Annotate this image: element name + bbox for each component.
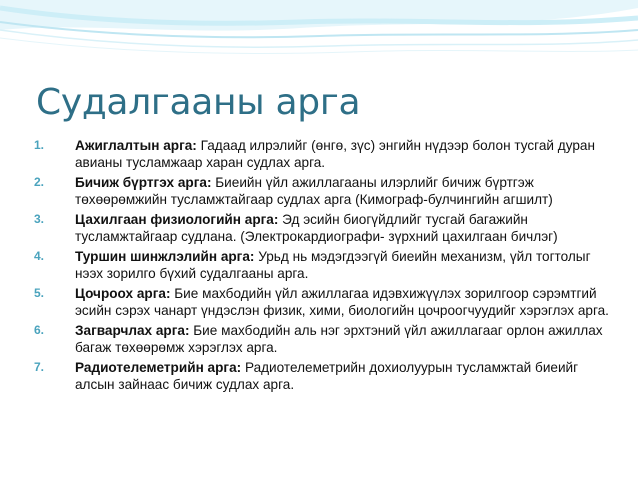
- item-description: Бие махбодийн үйл ажиллагаа идэвхижүүлэх зорилгоор сэрэмтгий эсийн сэрэх чанарт үндэслэн физик, хими, биологийн цочроогчуудийг хэрэглэх арга.: [75, 286, 609, 318]
- item-description: Гадаад илрэлийг (өнгө, зүс) энгийн нүдээр болон тусгай дуран авианы тусламжаар харан судлах арга.: [75, 138, 595, 170]
- item-term: Цахилгаан физиологийн арга:: [75, 212, 279, 227]
- item-term: Туршин шинжлэлийн арга:: [75, 249, 255, 264]
- item-text: [75, 322, 614, 356]
- item-number: 6.: [34, 323, 45, 337]
- item-text: [75, 174, 614, 208]
- item-number: 3.: [34, 212, 45, 226]
- item-description: Биеийн үйл ажиллагааны илэрлийг бичиж бүртгэж төхөөрөмжийн тусламжтайгаар судлах арга (Кимограф-булчингийн агшилт): [75, 175, 553, 207]
- list-item: [34, 285, 614, 319]
- item-text: [75, 285, 614, 319]
- item-term: Ажиглалтын арга:: [75, 138, 197, 153]
- list-item: [34, 211, 614, 245]
- item-term: Бичиж бүртгэх арга:: [75, 175, 212, 190]
- item-term: Радиотелеметрийн арга:: [75, 360, 242, 375]
- item-text: [75, 137, 614, 171]
- item-number: 4.: [34, 249, 45, 263]
- item-description: Бие махбодийн аль нэг эрхтэний үйл ажиллагааг орлон ажиллах багаж төхөөрөмж хэрэглэх арга.: [75, 323, 603, 355]
- item-number: 2.: [34, 175, 45, 189]
- list-item: [34, 174, 614, 208]
- method-list: [34, 137, 614, 396]
- item-text: [75, 248, 614, 282]
- item-description: Радиотелеметрийн дохиолуурын тусламжтай биеийг алсын зайнаас бичиж судлах арга.: [75, 360, 579, 392]
- item-description: Урьд нь мэдэгдээгүй биеийн механизм, үйл тогтолыг нээх зорилго бүхий судалгааны арга.: [75, 249, 591, 281]
- item-text: [75, 211, 614, 245]
- list-item: [34, 359, 614, 393]
- item-number: 5.: [34, 286, 45, 300]
- item-number: 1.: [34, 138, 45, 152]
- item-term: Загварчлах арга:: [75, 323, 190, 338]
- list-item: [34, 137, 614, 171]
- item-number: 7.: [34, 360, 45, 374]
- item-description: Эд эсийн биогүйдлийг тусгай багажийн тусламжтайгаар судлана. (Электрокардиографи- зүрхний цахилгаан бичлэг): [75, 212, 558, 244]
- list-item: [34, 248, 614, 282]
- slide-title: Судалгааны арга: [36, 82, 361, 123]
- item-text: [75, 359, 614, 393]
- list-item: [34, 322, 614, 356]
- item-term: Цочроох арга:: [75, 286, 171, 301]
